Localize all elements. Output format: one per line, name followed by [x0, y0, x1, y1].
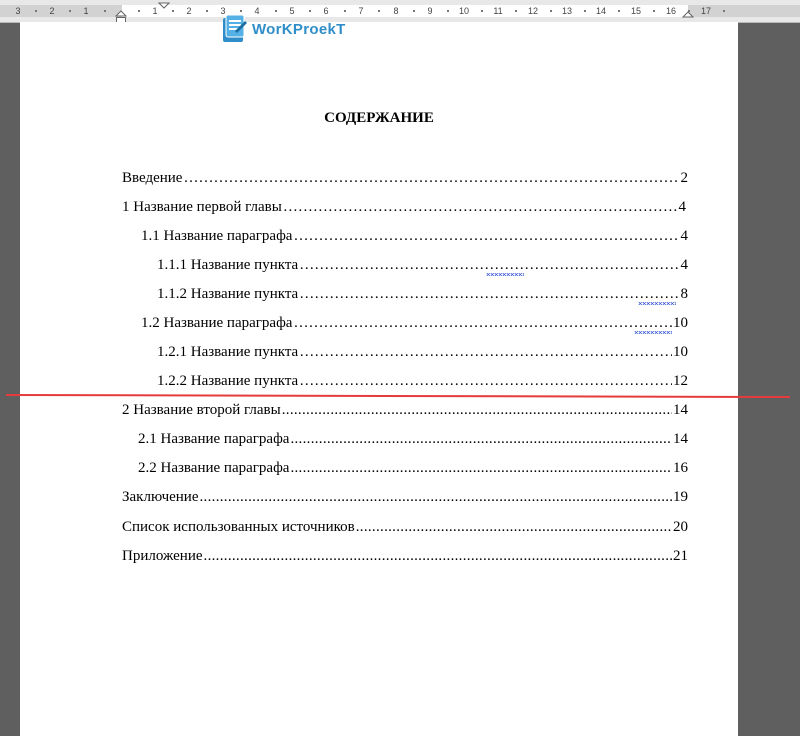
- toc-entry[interactable]: [122, 489, 688, 509]
- ruler-tick-label: 3: [15, 6, 21, 16]
- toc-entry[interactable]: [122, 199, 686, 219]
- toc-entry-text: Заключение: [122, 489, 199, 505]
- ruler-tick-label: 2: [49, 6, 55, 16]
- ruler-tick: [618, 10, 620, 12]
- ruler-tick-label: 16: [665, 6, 677, 16]
- ruler-tick-label: 3: [220, 6, 226, 16]
- toc-entry-text: 1.2.1 Название пункта: [157, 344, 299, 360]
- toc-page-number: 4: [680, 257, 688, 273]
- toc-leader: [356, 519, 672, 536]
- toc-page-number: 10: [673, 315, 688, 331]
- toc-page-number: 14: [673, 402, 688, 418]
- toc-entry-text: 1.1.2 Название пункта: [157, 286, 299, 302]
- ruler-tick-label: 6: [323, 6, 329, 16]
- logo-text: WorKProekT: [252, 20, 346, 38]
- document-page[interactable]: [20, 22, 738, 736]
- toc-entry-text: 2 Название второй главы: [122, 402, 281, 418]
- ruler-tick: [515, 10, 517, 12]
- spellcheck-underline: [486, 273, 524, 276]
- ruler-tick: [584, 10, 586, 12]
- ruler-tick: [206, 10, 208, 12]
- toc-entry-text: Список использованных источников: [122, 519, 355, 535]
- toc-entry[interactable]: [138, 431, 688, 451]
- toc-leader: [299, 257, 679, 274]
- toc-entry[interactable]: [141, 228, 688, 248]
- ruler-tick: [723, 10, 725, 12]
- toc-entry[interactable]: [157, 286, 688, 306]
- toc-page-number: 14: [673, 431, 688, 447]
- toc-entry-text: 1 Название первой главы: [122, 199, 282, 215]
- toc-leader: [299, 286, 679, 303]
- toc-leader: [200, 489, 673, 506]
- toc-page-number: 21: [673, 548, 688, 564]
- toc-entry[interactable]: [122, 548, 688, 568]
- ruler-tick: [69, 10, 71, 12]
- watermark-logo: [220, 12, 346, 46]
- ruler-tick: [104, 10, 106, 12]
- ruler-tick-label: 4: [254, 6, 260, 16]
- toc-page-number: 4: [680, 228, 688, 244]
- toc-entry[interactable]: [122, 519, 688, 539]
- ruler-tick-label: 12: [527, 6, 539, 16]
- ruler-tick: [172, 10, 174, 12]
- toc-entry-text: 2.1 Название параграфа: [138, 431, 290, 447]
- toc-leader: [299, 344, 672, 361]
- ruler-tick-label: 11: [493, 6, 503, 16]
- toc-page-number: 4: [678, 199, 686, 215]
- toc-entry-text: 2.2 Название параграфа: [138, 460, 290, 476]
- ruler-tick-label: 8: [393, 6, 399, 16]
- toc-page-number: 19: [673, 489, 688, 505]
- toc-page-number: 10: [673, 344, 688, 360]
- ruler-tick-label: 10: [458, 6, 470, 16]
- toc-page-number: 2: [680, 170, 688, 186]
- toc-leader: [290, 460, 672, 477]
- toc-leader: [204, 548, 672, 565]
- ruler-tick-label: 1: [83, 6, 89, 16]
- spellcheck-underline: [634, 331, 672, 334]
- ruler-tick-label: 15: [630, 6, 642, 16]
- toc-page-number: 8: [680, 286, 688, 302]
- toc-title: СОДЕРЖАНИЕ: [324, 110, 434, 126]
- toc-entry[interactable]: [157, 373, 688, 393]
- toc-leader: [293, 228, 679, 245]
- spellcheck-underline: [638, 302, 676, 305]
- ruler-tick-label: 7: [358, 6, 364, 16]
- toc-entry[interactable]: [157, 344, 688, 364]
- ruler-tick: [447, 10, 449, 12]
- toc-leader: [283, 199, 678, 216]
- toc-entry[interactable]: [122, 402, 688, 422]
- ruler-tick-label: 14: [595, 6, 607, 16]
- ruler-tick-label: 13: [561, 6, 573, 16]
- toc-entry-text: 1.2.2 Название пункта: [157, 373, 299, 389]
- ruler-tick: [378, 10, 380, 12]
- toc-entry[interactable]: [141, 315, 688, 335]
- ruler-tick-label: 1: [152, 6, 158, 16]
- toc-entry[interactable]: [122, 170, 688, 190]
- toc-entry-text: 1.2 Название параграфа: [141, 315, 293, 331]
- ruler-tick: [35, 10, 37, 12]
- ruler-tick: [481, 10, 483, 12]
- toc-entry-text: Приложение: [122, 548, 203, 564]
- toc-entry-text: 1.1 Название параграфа: [141, 228, 293, 244]
- toc-page-number: 20: [673, 519, 688, 535]
- ruler-tick: [550, 10, 552, 12]
- toc-entry-text: 1.1.1 Название пункта: [157, 257, 299, 273]
- ruler-tick-label: 17: [700, 6, 712, 16]
- document-logo-icon: [220, 13, 248, 45]
- toc-leader: [293, 315, 672, 332]
- ruler-tick: [653, 10, 655, 12]
- ruler-tick-label: 5: [289, 6, 295, 16]
- toc-page-number: 12: [673, 373, 688, 389]
- first-line-indent-marker[interactable]: [158, 2, 170, 10]
- toc-entry-text: Введение: [122, 170, 183, 186]
- toc-entry[interactable]: [138, 460, 688, 480]
- toc-leader: [282, 402, 672, 419]
- ruler-tick: [413, 10, 415, 12]
- ruler-tick: [138, 10, 140, 12]
- ruler-tick-label: 2: [186, 6, 192, 16]
- toc-entry[interactable]: [157, 257, 688, 277]
- toc-leader: [183, 170, 679, 187]
- toc-leader: [299, 373, 672, 390]
- ruler-tick-label: 9: [427, 6, 433, 16]
- toc-page-number: 16: [673, 460, 688, 476]
- horizontal-ruler[interactable]: [0, 0, 800, 23]
- toc-leader: [290, 431, 672, 448]
- right-indent-marker[interactable]: [682, 10, 694, 18]
